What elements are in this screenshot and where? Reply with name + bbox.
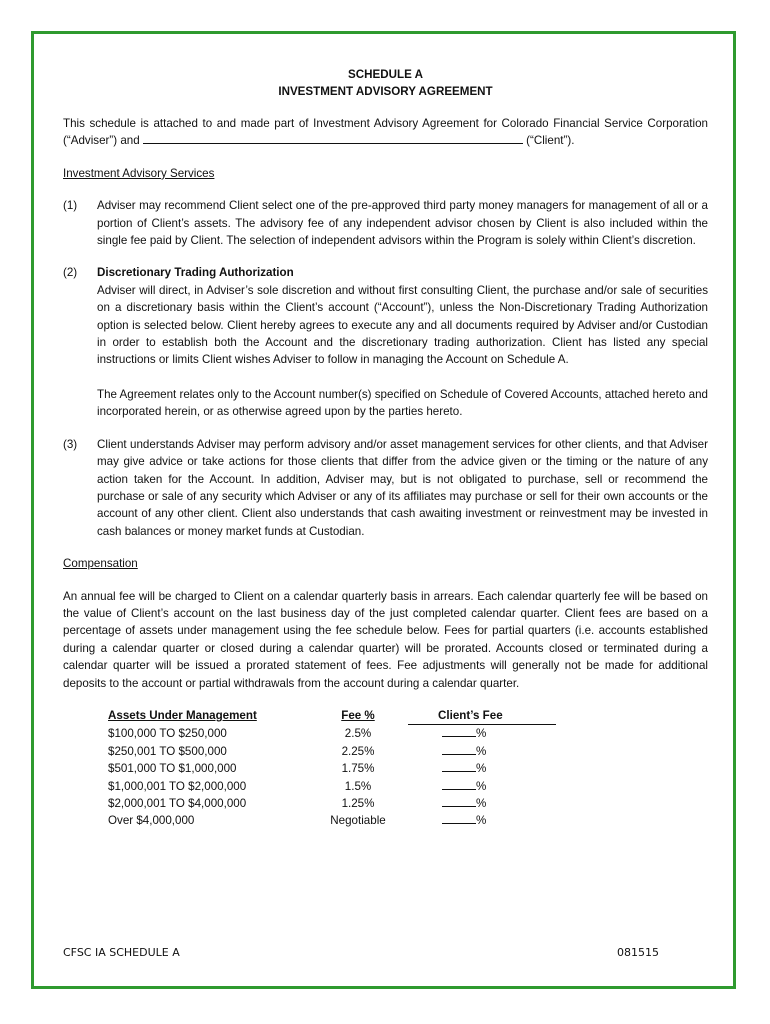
client-fee-input[interactable]	[442, 760, 476, 772]
percent-sign: %	[476, 814, 487, 828]
intro-paragraph	[63, 115, 708, 150]
table-row	[108, 725, 556, 743]
footer-form-id: CFSC IA SCHEDULE A	[63, 946, 180, 959]
fee-cell: 1.75%	[341, 762, 375, 776]
header-assets: Assets Under Management	[108, 709, 257, 723]
intro-text: This schedule is attached to and made part of Investment Advisory Agreement for Colorado Financial Service Corporation (“Adviser”) and	[63, 117, 708, 148]
percent-sign: %	[476, 727, 487, 741]
assets-cell: $2,000,001 TO $4,000,000	[108, 797, 247, 810]
percent-sign: %	[476, 744, 487, 758]
assets-cell: $250,001 TO $500,000	[108, 744, 227, 758]
table-row	[108, 812, 556, 829]
service-item-2	[63, 264, 708, 420]
compensation-heading: Compensation	[63, 557, 138, 571]
compensation-paragraph: An annual fee will be charged to Client on a calendar quarterly basis in arrears. Each calendar quarterly fee will be based on the value of Client’s account on the last business day of the just completed calendar quarter. Client fees are based on a percentage of assets under management using the fee schedule below. Fees for partial quarters (i.e. accounts established during a calendar quarter or closed during a calendar quarter) will be prorated. Accounts closed or terminated during a calendar quarter will be issued a prorated statement of fees. Fee adjustments will generally not be made for additional deposits to the account or partial withdrawals from the account during a calendar quarter.	[63, 589, 708, 690]
client-fee-input[interactable]	[442, 778, 476, 790]
title-line-1: SCHEDULE A	[348, 68, 423, 81]
client-fee-input[interactable]	[442, 795, 476, 807]
client-fee-input[interactable]	[442, 743, 476, 755]
fee-cell: 2.5%	[344, 727, 372, 741]
item-number: (2)	[63, 266, 78, 280]
services-heading: Investment Advisory Services	[63, 166, 215, 180]
table-row	[108, 778, 556, 795]
percent-sign: %	[476, 762, 487, 776]
table-row	[108, 743, 556, 760]
assets-cell: $1,000,001 TO $2,000,000	[108, 779, 247, 793]
intro-text-end: (“Client”).	[526, 134, 575, 148]
item-text: Adviser will direct, in Adviser’s sole discretion and without first consulting Client, the purchase and/or sale of securities on a discretionary basis within the Client’s account (“Account”), unless the Non-Discretionary Trading Authorization option is selected below. Client hereby agrees to execute any and all documents required by Adviser and/or Custodian in order to establish both the Account and the discretionary trading authorization. Client has listed any special instructions or limits Client wishes Adviser to follow in managing the Account on Schedule A.	[97, 283, 708, 367]
client-fee-input[interactable]	[442, 812, 476, 824]
title-line-2: INVESTMENT ADVISORY AGREEMENT	[278, 85, 493, 98]
table-row	[108, 795, 556, 812]
assets-cell: Over $4,000,000	[108, 814, 195, 828]
header-client-fee: Client’s Fee	[438, 708, 503, 722]
fee-schedule-table	[108, 707, 556, 830]
client-fee-input[interactable]	[442, 725, 476, 737]
item-text: Client understands Adviser may perform advisory and/or asset management services for other clients, and that Adviser may give advice or take actions for those clients that differ from the advice given or the timing or the nature of any action taken for the Account. In addition, Adviser may, but is not obligated to purchase, sell or recommend the purchase or sale of any security which Adviser or any of its affiliates may purchase or sell for their own accounts or the account of any other client. Client also understands that cash awaiting investment or reinvestment may be invested in cash balances or money market funds at Custodian.	[97, 437, 708, 538]
footer-version: 081515	[617, 946, 659, 959]
item-number: (1)	[63, 199, 78, 213]
assets-cell: $100,000 TO $250,000	[108, 727, 227, 741]
table-row	[108, 760, 556, 777]
page-title	[63, 66, 708, 100]
item-title: Discretionary Trading Authorization	[97, 266, 294, 280]
document-body	[63, 66, 708, 830]
percent-sign: %	[476, 797, 487, 810]
service-item-3	[63, 436, 708, 540]
fee-cell: 1.5%	[344, 779, 372, 793]
service-item-1	[63, 197, 708, 249]
percent-sign: %	[476, 779, 487, 793]
assets-cell: $501,000 TO $1,000,000	[108, 762, 237, 776]
item-text-2: The Agreement relates only to the Account number(s) specified on Schedule of Covered Accounts, attached hereto and incorporated herein, or as otherwise agreed upon by the parties hereto.	[97, 387, 708, 419]
client-name-blank[interactable]	[143, 132, 523, 144]
item-number: (3)	[63, 437, 78, 451]
fee-cell: 2.25%	[341, 744, 375, 758]
fee-cell: 1.25%	[341, 797, 375, 810]
item-text: Adviser may recommend Client select one of the pre-approved third party money managers for management of all or a portion of Client’s assets. The advisory fee of any independent advisor chosen by Client is also included within the single fee paid by Client. The selection of independent advisors within the Program is solely within Client’s discretion.	[97, 199, 708, 248]
header-fee: Fee %	[341, 709, 375, 723]
table-header-row	[108, 707, 556, 725]
fee-cell: Negotiable	[330, 814, 386, 828]
